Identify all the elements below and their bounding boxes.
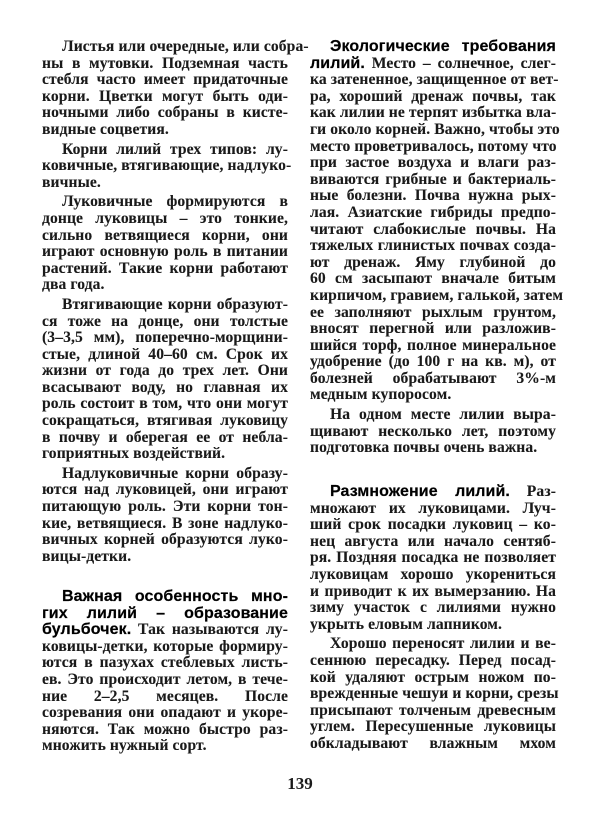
text-line: Надлуковичные корни образу- (62, 464, 288, 482)
text-line: вичные. (42, 173, 101, 191)
text-line: щивают несколько лет, поэтому (310, 422, 556, 440)
paragraph (310, 407, 556, 457)
text-line: корни. Цветки могут быть оди- (42, 87, 288, 105)
text-line: при застое воздуха и влаги раз- (310, 154, 556, 172)
heading-line (42, 606, 288, 623)
text-line: стые, длиной 40–60 см. Срок их (42, 345, 288, 363)
text-line: ковицы-детки, которые формиру- (42, 637, 288, 655)
text-line: лилий. Место – солнечное, слег- (310, 54, 556, 72)
text-line: два года. (42, 276, 105, 294)
paragraph (310, 484, 556, 633)
text-line: бульбочек. Так называются лу- (42, 621, 288, 639)
text-line: ются над луковицей, они играют (42, 481, 288, 499)
heading-line (310, 39, 556, 56)
text-line: множить нужный сорт. (42, 737, 207, 755)
text-line: ковичные, втягивающие, надлуко- (42, 157, 292, 175)
section-heading: бульбочек. (42, 621, 132, 639)
text-line: ночными либо собраны в кисте- (42, 104, 288, 122)
text-line: ся тоже на донце, они толстые (42, 312, 288, 330)
text-line: сильно ветвящиеся корни, они (42, 226, 288, 244)
text-line: ев. Это происходит летом, в тече- (42, 670, 288, 688)
text-line: созревания они опадают и укоре- (42, 704, 288, 722)
text-line: ные болезни. Почва нужна рых- (310, 187, 556, 205)
paragraph (42, 589, 288, 755)
text-line: (3–3,5 мм), поперечно-морщини- (42, 329, 288, 347)
text-line: кой удаляют острым ножом по- (310, 668, 556, 686)
text-line: ра, хороший дренаж почвы, так (310, 87, 556, 105)
text-line: шийся торф, полное минеральное (310, 336, 556, 354)
text-line: Луковичные формируются в (62, 193, 288, 211)
text-line: ют дренаж. Яму глубиной до (310, 253, 556, 271)
section-heading: Важная особенность мно- (62, 588, 288, 605)
right-column-section-propagation (310, 483, 559, 756)
text-line: питающую роль. Эти корни тон- (42, 498, 288, 516)
text-line: вицы-детки. (42, 547, 132, 565)
text-line: углем. Пересушенные луковицы (310, 718, 556, 736)
text-line: виваются грибные и бактериаль- (310, 170, 556, 188)
text-line: зиму участок с лилиями нужно (310, 599, 556, 617)
text-line: ший срок посадки луковиц – ко- (310, 516, 556, 534)
text-line: сокращаться, втягивая луковицу (42, 412, 288, 430)
section-heading: Экологические требования (330, 38, 556, 55)
text-line: подготовка почвы очень важна. (310, 439, 538, 457)
paragraph (42, 466, 288, 566)
paragraph (42, 297, 288, 463)
text-line: и приводит к их вымерзанию. На (310, 582, 556, 600)
text-line: кирпичом, гравием, галькой, затем (310, 286, 564, 304)
text-line: няются. Так можно быстро раз- (42, 720, 288, 738)
text-line: как лилии не терпят избытка вла- (310, 104, 557, 122)
text-line: удобрение (до 100 г на кв. м), от (310, 353, 556, 371)
text-line: 60 см засыпают вначале битым (310, 270, 556, 288)
page-number: 139 (287, 774, 313, 793)
text-line: ются в пазухах стеблевых листь- (42, 654, 288, 672)
paragraph (310, 38, 564, 404)
right-column-section-ecology (310, 38, 564, 460)
text-line: ние 2–2,5 месяцев. После (42, 687, 288, 705)
text-line: укрыть еловым лапником. (310, 615, 503, 633)
text-line: врежденные чешуи и корни, срезы (310, 685, 559, 703)
text-line: всасывают воду, но главная их (42, 378, 288, 396)
text-line: медным купоросом. (310, 386, 452, 404)
text-line: ги около корней. Важно, чтобы это (310, 120, 560, 138)
paragraph (42, 140, 292, 192)
text-line: стебля часто имеет придаточные (42, 71, 288, 89)
text-line: играют основную роль в питании (42, 243, 288, 261)
text-line: кие, ветвящиеся. В зоне надлуко- (42, 514, 288, 532)
text-line: лая. Азиатские гибриды предпо- (310, 203, 556, 221)
text-line: вносят перегной или разложив- (310, 320, 556, 338)
text-line: в почву и оберегая ее от небла- (42, 428, 288, 446)
text-line: вичных корней образуются луко- (42, 531, 288, 549)
text-line: ка затененное, защищенное от вет- (310, 71, 559, 89)
text-line: сеннюю пересадку. Перед посад- (310, 651, 556, 669)
text-line: обкладывают влажным мхом (310, 734, 556, 752)
paragraph (310, 635, 559, 752)
section-heading: гих лилий – образование (42, 604, 288, 622)
section-heading: лилий. (310, 54, 365, 72)
text-line: жизни от года до трех лет. Они (42, 362, 288, 380)
paragraph (42, 38, 309, 139)
text-line: ны в мутовки. Подземная часть (42, 54, 288, 72)
text-line: читают слабокислые почвы. На (310, 220, 556, 238)
text-line: донце луковицы – это тонкие, (42, 209, 288, 227)
text-line: На одном месте лилии выра- (330, 406, 556, 424)
text-line: место проветривалось, потому что (310, 137, 557, 155)
text-line: роль состоит в том, что они могут (42, 395, 288, 413)
left-column-section-bulblets (42, 589, 288, 758)
text-line: растений. Такие корни работают (42, 259, 288, 277)
section-heading: Размножение лилий. (330, 483, 510, 500)
text-line: Листья или очередные, или собра- (62, 38, 309, 55)
text-line: Хорошо переносят лилии и ве- (330, 635, 556, 653)
text-line: гоприятных воздействий. (42, 445, 226, 463)
heading-line (42, 589, 288, 606)
text-line: присыпают толченым древесным (310, 701, 556, 719)
text-line: ее заполняют рыхлым грунтом, (310, 303, 556, 321)
text-line: множают их луковицами. Луч- (310, 499, 556, 517)
paragraph (42, 194, 288, 294)
text-line: нец августа или начало сентяб- (310, 532, 556, 550)
text-line: видные соцветия. (42, 120, 169, 138)
text-line: Размножение лилий. Раз- (330, 483, 556, 500)
text-line: болезней обрабатывают 3%-м (310, 369, 556, 387)
text-line: ря. Поздняя посадка не позволяет (310, 549, 556, 567)
text-line: Корни лилий трех типов: лу- (62, 140, 288, 158)
text-line: тяжелых глинистых почвах созда- (310, 237, 556, 255)
text-line: луковицам хорошо укорениться (310, 565, 556, 583)
left-column-section-roots (42, 38, 309, 568)
text-line: Втягивающие корни образуют- (62, 295, 288, 313)
